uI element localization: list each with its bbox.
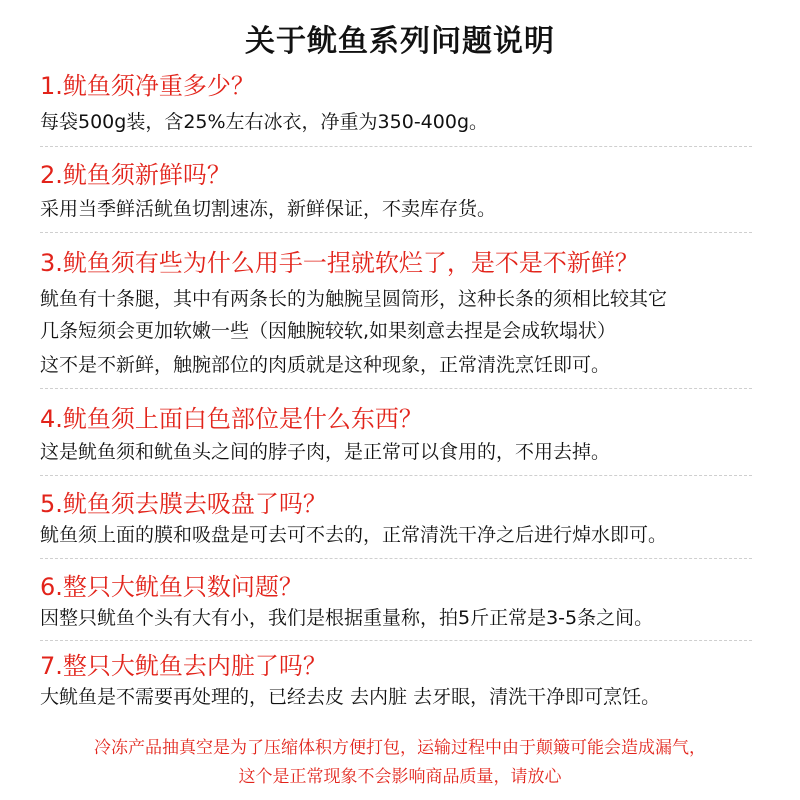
shipping-notice-line-2: 这个是正常现象不会影响商品质量，请放心 [238,767,562,787]
faq-answer-1-line-1: 每袋500g装，含25%左右冰衣，净重为350-400g。 [40,111,489,133]
faq-question-6: 6.整只大鱿鱼只数问题？ [40,573,303,601]
faq-answer-5-line-1: 鱿鱼须上面的膜和吸盘是可去可不去的，正常清洗干净之后进行焯水即可。 [40,524,668,546]
divider [40,558,752,559]
faq-answer-3-line-2: 几条短须会更加软嫩一些（因触腕较软,如果刻意去捏是会成软塌状） [40,320,617,342]
faq-answer-6-line-1: 因整只鱿鱼个头有大有小，我们是根据重量称，拍5斤正常是3-5条之间。 [40,607,654,629]
faq-question-5: 5.鱿鱼须去膜去吸盘了吗？ [40,490,327,518]
shipping-notice-line-1: 冷冻产品抽真空是为了压缩体积方便打包，运输过程中由于颠簸可能会造成漏气， [94,738,706,758]
divider [40,640,752,641]
divider [40,232,752,233]
divider [40,388,752,389]
faq-answer-2-line-1: 采用当季鲜活鱿鱼切割速冻，新鲜保证，不卖库存货。 [40,198,497,220]
faq-question-7: 7.整只大鱿鱼去内脏了吗？ [40,652,327,680]
faq-question-3: 3.鱿鱼须有些为什么用手一捏就软烂了，是不是不新鲜？ [40,249,639,277]
faq-question-2: 2.鱿鱼须新鲜吗？ [40,161,231,189]
faq-answer-3-line-1: 鱿鱼有十条腿，其中有两条长的为触腕呈圆筒形，这种长条的须相比较其它 [40,288,668,310]
faq-question-1: 1.鱿鱼须净重多少？ [40,72,255,100]
divider [40,475,752,476]
faq-answer-7-line-1: 大鱿鱼是不需要再处理的，已经去皮 去内脏 去牙眼，清洗干净即可烹饪。 [40,686,661,708]
faq-answer-4-line-1: 这是鱿鱼须和鱿鱼头之间的脖子肉，是正常可以食用的，不用去掉。 [40,441,611,463]
divider [40,146,752,147]
page-title: 关于鱿鱼系列问题说明 [245,24,555,59]
faq-question-4: 4.鱿鱼须上面白色部位是什么东西？ [40,405,423,433]
faq-answer-3-line-3: 这不是不新鲜，触腕部位的肉质就是这种现象，正常清洗烹饪即可。 [40,354,611,376]
